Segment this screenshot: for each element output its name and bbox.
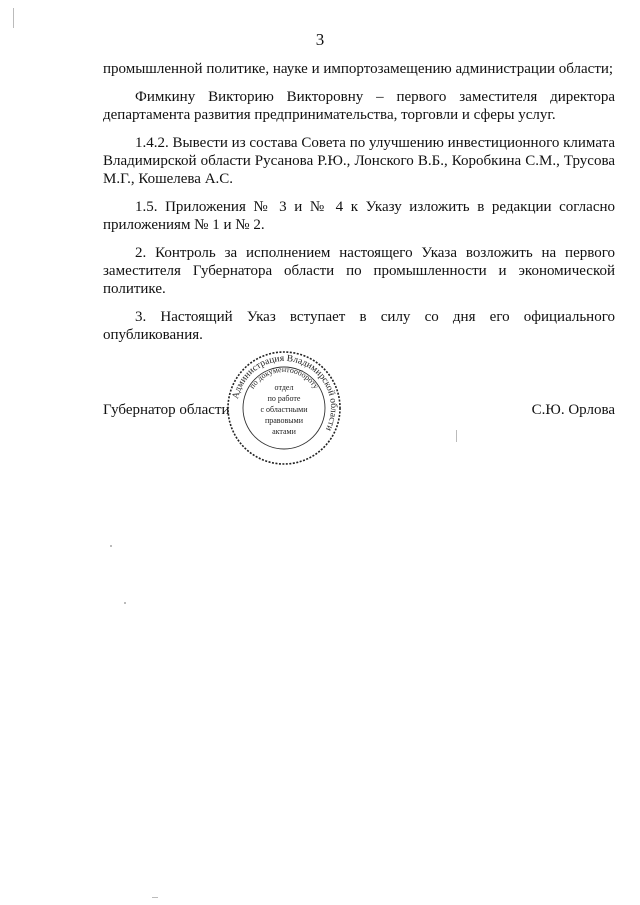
seal-center-line-2: по работе	[267, 394, 301, 403]
paragraph-continuation: промышленной политике, науке и импортозамещению администрации области;	[103, 61, 614, 77]
seal-outer-text: Администрация Владимирской области	[230, 353, 339, 433]
document-body	[103, 60, 615, 354]
seal-inner-ring-text: по документообороту	[247, 364, 321, 391]
scan-artifact-bottom	[152, 897, 158, 898]
signatory-title: Губернатор области	[103, 402, 230, 418]
seal-center-line-5: актами	[272, 427, 296, 436]
seal-center-line-4: правовыми	[264, 416, 304, 425]
page-number: 3	[315, 30, 325, 49]
scan-artifact-top-left	[13, 8, 14, 28]
paragraph-1-5: 1.5. Приложения № 3 и № 4 к Указу изложить в редакции согласно приложениям № 1 и № 2.	[103, 199, 615, 233]
official-seal-stamp	[226, 350, 342, 466]
paragraph-3: 3. Настоящий Указ вступает в силу со дня его официального опубликования.	[103, 309, 615, 343]
seal-center-line-3: с областными	[260, 405, 308, 414]
scan-dot-1	[110, 545, 112, 547]
signature-block	[103, 400, 615, 430]
signatory-name: С.Ю. Орлова	[531, 402, 615, 418]
seal-center-line-1: отдел	[274, 383, 294, 392]
scan-artifact-mid	[456, 430, 457, 442]
scan-dot-2	[124, 602, 126, 604]
paragraph-fimkina: Фимкину Викторию Викторовну – первого заместителя директора департамента развития предпринимательства, торговли и сферы услуг.	[103, 89, 615, 123]
paragraph-1-4-2: 1.4.2. Вывести из состава Совета по улучшению инвестиционного климата Владимирской области Русанова Р.Ю., Лонского В.Б., Коробкина С.М., Трусова М.Г., Кошелева А.С.	[103, 135, 615, 187]
paragraph-2: 2. Контроль за исполнением настоящего Указа возложить на первого заместителя Губернатора области по промышленности и экономической политике.	[103, 245, 615, 297]
